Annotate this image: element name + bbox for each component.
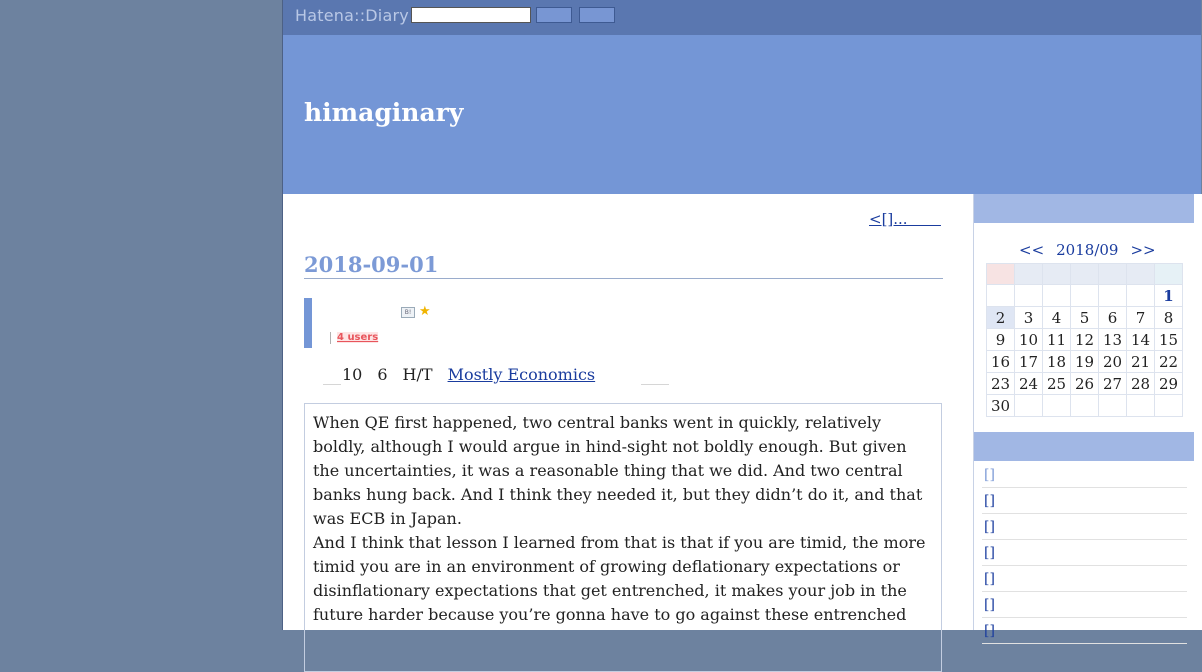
calendar-empty-cell — [1099, 395, 1127, 417]
calendar-day: 8 — [1155, 307, 1183, 329]
entry-title-bar — [304, 298, 312, 348]
calendar-day: 10 — [1015, 329, 1043, 351]
bookmark-icon[interactable]: B! — [401, 307, 415, 318]
calendar-empty-cell — [1015, 395, 1043, 417]
sidebar-list-item[interactable]: [] — [982, 618, 1187, 644]
calendar-day: 6 — [1099, 307, 1127, 329]
hatena-toolbar — [283, 0, 1201, 35]
bookmark-users-badge[interactable]: 4 users — [337, 332, 379, 343]
source-number: 6 — [377, 365, 388, 384]
calendar-empty-cell — [1015, 285, 1043, 307]
calendar — [986, 263, 1183, 417]
day-heading[interactable]: 2018-09-01 — [304, 252, 943, 279]
calendar-day: 25 — [1043, 373, 1071, 395]
calendar-day: 28 — [1127, 373, 1155, 395]
source-line — [323, 365, 595, 384]
calendar-day: 11 — [1043, 329, 1071, 351]
sidebar-list-item[interactable]: [] — [982, 462, 1187, 488]
calendar-nav — [1019, 241, 1156, 259]
weekday-cell — [1099, 264, 1127, 285]
calendar-week-row — [987, 351, 1183, 373]
weekday-cell — [987, 264, 1015, 285]
diary-page — [282, 0, 1201, 639]
calendar-day: 13 — [1099, 329, 1127, 351]
calendar-header-row — [987, 264, 1183, 285]
calendar-day: 4 — [1043, 307, 1071, 329]
sidebar-header — [974, 194, 1194, 223]
hat-tip-label: H/T — [402, 365, 433, 384]
calendar-day: 3 — [1015, 307, 1043, 329]
star-icon[interactable]: ★ — [419, 304, 431, 319]
calendar-empty-cell — [1071, 395, 1099, 417]
main-content — [283, 194, 973, 630]
calendar-day: 22 — [1155, 351, 1183, 373]
calendar-empty-cell — [1043, 285, 1071, 307]
calendar-week-row — [987, 395, 1183, 417]
calendar-empty-cell — [1127, 395, 1155, 417]
hatena-diary-logo[interactable]: Hatena::Diary — [295, 6, 409, 25]
separator — [330, 332, 331, 344]
calendar-empty-cell — [1099, 285, 1127, 307]
weekday-cell — [1155, 264, 1183, 285]
calendar-day: 16 — [987, 351, 1015, 373]
prev-entry-link[interactable]: <[]... — [869, 210, 941, 228]
divider — [323, 384, 341, 385]
calendar-day: 26 — [1071, 373, 1099, 395]
search-button[interactable] — [536, 7, 572, 23]
calendar-empty-cell — [1127, 285, 1155, 307]
source-number: 10 — [342, 365, 363, 384]
calendar-day: 17 — [1015, 351, 1043, 373]
weekday-cell — [1043, 264, 1071, 285]
quote-paragraph: When QE first happened, two central banks went in quickly, relatively boldly, although I would argue in hind-sight not boldly enough. But given the uncertainties, it was a reasonable thing that we did. And two central banks hung back. And I think they needed it, but they didn’t do it, and that was ECB in Japan. — [313, 413, 923, 528]
sidebar-list-item[interactable]: [] — [982, 488, 1187, 514]
sidebar-list-item[interactable]: [] — [982, 566, 1187, 592]
calendar-day: 14 — [1127, 329, 1155, 351]
divider — [641, 384, 669, 385]
calendar-day: 2 — [987, 307, 1015, 329]
calendar-day: 30 — [987, 395, 1015, 417]
search-input[interactable] — [411, 7, 531, 23]
calendar-day: 12 — [1071, 329, 1099, 351]
calendar-empty-cell — [1043, 395, 1071, 417]
calendar-day: 29 — [1155, 373, 1183, 395]
diary-button[interactable] — [579, 7, 615, 23]
sidebar — [973, 194, 1202, 639]
calendar-day: 19 — [1071, 351, 1099, 373]
calendar-day: 9 — [987, 329, 1015, 351]
weekday-cell — [1127, 264, 1155, 285]
calendar-week-row — [987, 373, 1183, 395]
calendar-week-row — [987, 285, 1183, 307]
calendar-month[interactable]: 2018/09 — [1056, 241, 1119, 259]
sidebar-list-item[interactable]: [] — [982, 592, 1187, 618]
next-month-link[interactable]: >> — [1130, 241, 1156, 259]
calendar-day: 18 — [1043, 351, 1071, 373]
calendar-day: 21 — [1127, 351, 1155, 373]
calendar-day: 15 — [1155, 329, 1183, 351]
source-link[interactable]: Mostly Economics — [447, 365, 596, 384]
calendar-empty-cell — [987, 285, 1015, 307]
calendar-day: 20 — [1099, 351, 1127, 373]
weekday-cell — [1015, 264, 1043, 285]
calendar-day: 27 — [1099, 373, 1127, 395]
weekday-cell — [1071, 264, 1099, 285]
calendar-week-row — [987, 307, 1183, 329]
quote-block — [304, 403, 942, 672]
sidebar-header — [974, 432, 1194, 461]
quote-paragraph: And I think that lesson I learned from that is that if you are timid, the more timid you are in an environment of growing deflationary expectations or disinflationary expectations that get entrenched, it makes your job in the future harder because you’re gonna have to go against these entrenched — [313, 533, 926, 624]
diary-banner — [283, 35, 1201, 194]
calendar-day[interactable]: 1 — [1155, 285, 1183, 307]
calendar-day: 24 — [1015, 373, 1043, 395]
sidebar-list-item[interactable]: [] — [982, 540, 1187, 566]
calendar-day: 23 — [987, 373, 1015, 395]
calendar-empty-cell — [1155, 395, 1183, 417]
calendar-day: 5 — [1071, 307, 1099, 329]
sidebar-list-item[interactable]: [] — [982, 514, 1187, 540]
diary-title[interactable]: himaginary — [304, 98, 464, 127]
calendar-empty-cell — [1071, 285, 1099, 307]
calendar-week-row — [987, 329, 1183, 351]
sidebar-list — [982, 462, 1187, 644]
prev-month-link[interactable]: << — [1019, 241, 1045, 259]
calendar-day: 7 — [1127, 307, 1155, 329]
